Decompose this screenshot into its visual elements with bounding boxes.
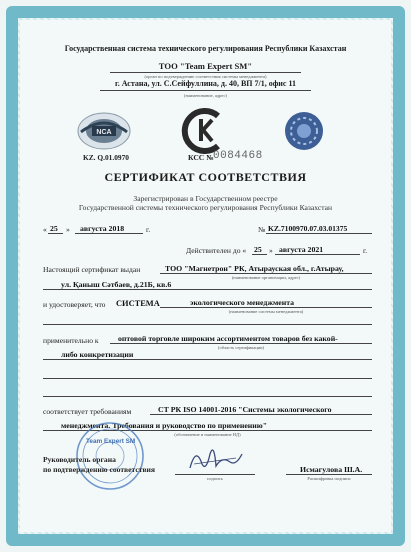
address-line <box>100 90 311 91</box>
svg-text:NCA: NCA <box>96 129 112 136</box>
address-caption: (наименование, адрес) <box>183 93 228 98</box>
stamp-text: Team Expert SM <box>86 438 136 445</box>
nca-emblem-icon <box>75 110 133 152</box>
date-open-quote: « <box>43 225 47 234</box>
system-word: СИСТЕМА <box>116 299 160 308</box>
ksc-prefix: КСС № <box>188 153 214 162</box>
org-caption: (орган по подтверждению соответствия системы менеджмента) <box>144 74 267 79</box>
org-line <box>110 72 301 73</box>
system-value: экологического менеджмента <box>190 298 295 307</box>
system-caption: (наименование системы менеджмента) <box>228 309 304 314</box>
applied-caption: (область сертификации) <box>217 345 265 350</box>
blank-line-2 <box>43 378 372 379</box>
org-name: ТОО "Team Expert SM" <box>158 61 253 71</box>
issued-line-1 <box>160 273 372 274</box>
reg-number-line <box>266 233 372 234</box>
valid-close-quote: » <box>269 246 273 255</box>
applied-line-2 <box>43 359 372 360</box>
valid-month-line <box>275 254 360 255</box>
valid-label: Действителен до « <box>186 246 247 255</box>
valid-month: августа 2021 <box>279 245 324 254</box>
meets-value-2: менеджмента. Требования и руководство по применению" <box>61 421 268 430</box>
valid-suffix: г. <box>363 246 368 255</box>
reg-number: KZ.7100970.07.03.01375 <box>268 224 348 233</box>
issued-caption: (наименование организации, адрес) <box>231 275 301 280</box>
issued-value-1: ТОО "Магнетрон" РК, Атырауская обл., г.Атырау, <box>165 264 344 273</box>
applied-label: применительно к <box>43 336 99 345</box>
date-year-suffix: г. <box>146 225 151 234</box>
signature-caption: подпись <box>207 476 223 481</box>
date-day: 25 <box>50 224 58 233</box>
blank-line-1 <box>43 324 372 325</box>
name-caption: Расшифровка подписи <box>307 476 351 481</box>
issued-value-2: ул. Қаныш Сәтбаев, д.21Б, кв.6 <box>61 280 172 289</box>
applied-value-1: оптовой торговле широким ассортиментом товаров без какой- <box>118 334 338 343</box>
nca-code: KZ. Q.01.0970 <box>83 153 129 162</box>
name-line <box>286 474 372 475</box>
issued-line-2 <box>43 289 372 290</box>
date-month-line <box>75 233 143 234</box>
registration-line-2: Государственной системы технического регулирования Республики Казахстан <box>78 203 333 212</box>
head-line-2: по подтверждению соответствия <box>43 465 156 474</box>
globe-emblem-icon <box>282 109 326 153</box>
valid-day-line <box>252 254 267 255</box>
meets-caption: (обозначение и наименование НД) <box>174 432 241 437</box>
valid-day: 25 <box>254 245 262 254</box>
signatory-name: Исмагулова Ш.А. <box>300 465 363 474</box>
meets-line-1 <box>150 414 372 415</box>
meets-value-1: СТ РК ISO 14001-2016 "Системы экологического <box>158 405 332 414</box>
ksc-number: 0084468 <box>213 150 263 162</box>
signature-icon <box>186 444 246 474</box>
certificate-title: СЕРТИФИКАТ СООТВЕТСТВИЯ <box>104 170 307 184</box>
reg-prefix: № <box>258 225 266 234</box>
ksc-logo-icon <box>178 108 230 154</box>
system-name: Государственная система технического регулирования Республики Казахстан <box>64 44 347 53</box>
blank-line-3 <box>43 396 372 397</box>
head-line-1: Руководитель органа <box>43 455 116 464</box>
applied-line-1 <box>110 343 372 344</box>
date-day-line <box>48 233 63 234</box>
org-address: г. Астана, ул. С.Сейфуллина, д. 40, ВП 7/1, офис 11 <box>114 79 296 88</box>
system-line <box>160 307 372 308</box>
applied-value-2: либо конкретизации <box>61 350 134 359</box>
certifies-label: и удостоверяет, что <box>43 300 106 309</box>
meets-label: соответствует требованиям <box>43 407 132 416</box>
date-month: августа 2018 <box>80 224 125 233</box>
signature-line <box>175 474 255 475</box>
issued-label: Настоящий сертификат выдан <box>43 265 141 274</box>
date-close-quote: » <box>66 225 70 234</box>
registration-line-1: Зарегистрирован в Государственном реестре <box>133 194 278 203</box>
